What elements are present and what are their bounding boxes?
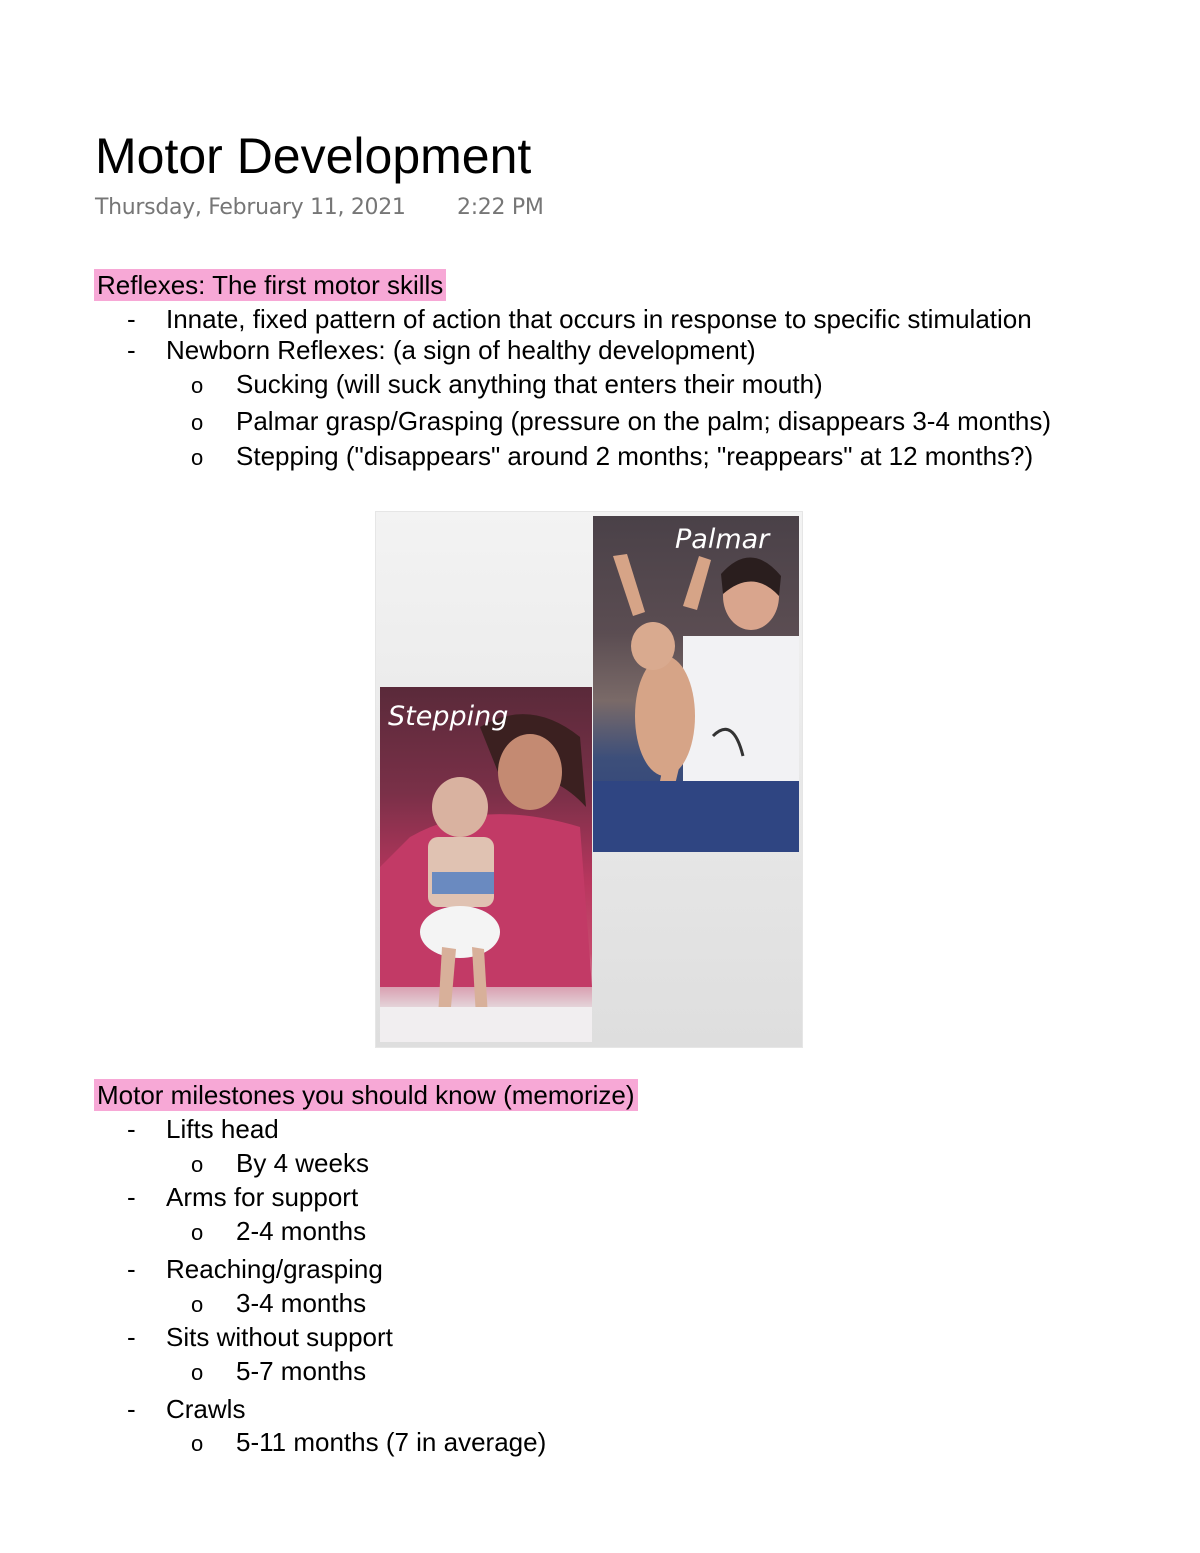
circle-bullet: o (191, 373, 204, 398)
milestone-item: Crawls (166, 1394, 246, 1424)
page-time: 2:22 PM (457, 195, 544, 220)
page-title: Motor Development (95, 128, 532, 184)
circle-bullet: o (191, 1152, 204, 1177)
sub-list-item: Sucking (will suck anything that enters their mouth) (236, 369, 823, 399)
stepping-photo-illustration (380, 687, 592, 1042)
dash-bullet: - (127, 304, 136, 334)
list-item: Newborn Reflexes: (a sign of healthy development) (166, 335, 756, 365)
milestone-age: 2-4 months (236, 1216, 367, 1246)
dash-bullet: - (127, 1182, 136, 1212)
page-cutoff (0, 1427, 1200, 1457)
milestone-item: Reaching/grasping (166, 1254, 383, 1284)
milestone-age: By 4 weeks (236, 1148, 369, 1178)
milestone-item: Sits without support (166, 1322, 393, 1352)
circle-bullet: o (191, 445, 204, 470)
dash-bullet: - (127, 1394, 136, 1424)
dash-bullet: - (127, 1322, 136, 1352)
circle-bullet: o (191, 1292, 204, 1317)
sub-list-item: Stepping ("disappears" around 2 months; "reappears" at 12 months?) (236, 441, 1034, 471)
circle-bullet: o (191, 410, 204, 435)
page-date: Thursday, February 11, 2021 (95, 195, 406, 220)
circle-bullet: o (191, 1360, 204, 1385)
dash-bullet: - (127, 335, 136, 365)
palmar-photo (593, 516, 799, 852)
stepping-photo (380, 687, 592, 1042)
milestone-item: Arms for support (166, 1182, 359, 1212)
page-timestamp (95, 195, 544, 220)
palmar-photo-illustration (593, 516, 799, 852)
dash-bullet: - (127, 1114, 136, 1144)
palmar-label: Palmar (675, 524, 770, 555)
dash-bullet: - (127, 1254, 136, 1284)
milestone-age: 3-4 months (236, 1288, 367, 1318)
section-heading-reflexes: Reflexes: The first motor skills (94, 269, 446, 301)
milestone-age: 5-7 months (236, 1356, 367, 1386)
sub-list-item: Palmar grasp/Grasping (pressure on the palm; disappears 3-4 months) (236, 406, 1052, 436)
milestone-item: Lifts head (166, 1114, 279, 1144)
stepping-label: Stepping (388, 701, 509, 732)
reflex-figure (375, 511, 803, 1048)
milestone-age: 5-11 months (7 in average) (236, 1427, 547, 1457)
list-item: Innate, fixed pattern of action that occurs in response to specific stimulation (166, 304, 1032, 334)
section-heading-milestones: Motor milestones you should know (memorize) (94, 1079, 638, 1111)
circle-bullet: o (191, 1220, 204, 1245)
circle-bullet: o (191, 1431, 204, 1456)
